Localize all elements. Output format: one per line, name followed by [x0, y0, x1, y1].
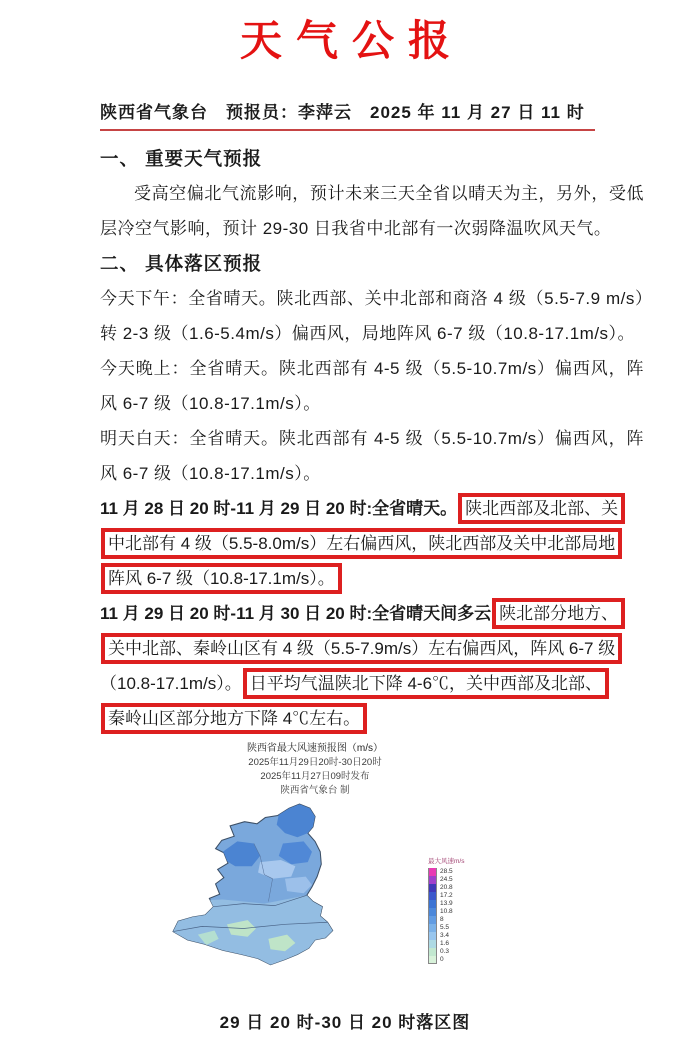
legend-swatch [428, 956, 437, 964]
forecast-nov28 [100, 491, 644, 596]
document-body [100, 141, 644, 736]
map-title-block [160, 742, 470, 798]
legend-swatch [428, 876, 437, 884]
legend-row [428, 956, 464, 964]
byline: 陕西省气象台 预报员：李萍云 2025 年 11 月 27 日 11 时 [100, 98, 595, 131]
legend-label: 24.5 [440, 876, 453, 883]
highlight-box: 中北部有 4 级（5.5-8.0m/s）左右偏西风，陕北西部及关中北部局地 [101, 528, 622, 559]
forecast-tomorrow-day: 明天白天：全省晴天。陕北西部有 4-5 级（5.5-10.7m/s）偏西风，阵风 6-7 级（10.8-17.1m/s）。 [100, 429, 644, 483]
document-title: 天气公报 [239, 17, 464, 64]
legend-label: 10.8 [440, 908, 453, 915]
section1-paragraph: 受高空偏北气流影响，预计未来三天全省以晴天为主，另外，受低层冷空气影响，预计 29-30 日我省中北部有一次弱降温吹风天气。 [100, 184, 644, 238]
map-row [160, 802, 500, 977]
map-bottom-caption: 29 日 20 时-30 日 20 时落区图 [219, 1013, 471, 1032]
legend-label: 17.2 [440, 892, 453, 899]
legend-label: 28.5 [440, 868, 453, 875]
highlight-box: 关中北部、秦岭山区有 4 级（5.5-7.9m/s）左右偏西风，阵风 6-7 级 [101, 633, 622, 664]
legend-label: 13.9 [440, 900, 453, 907]
forecast-tonight: 今天晚上：全省晴天。陕北西部有 4-5 级（5.5-10.7m/s）偏西风，阵风 6-7 级（10.8-17.1m/s）。 [100, 359, 644, 413]
map-title: 陕西省最大风速预报图（m/s） [246, 743, 384, 754]
forecast-nov29-line1 [100, 596, 644, 631]
legend-swatch [428, 900, 437, 908]
highlight-box: 陕北部分地方、 [492, 598, 625, 629]
map-issue-time: 2025年11月27日09时发布 [260, 771, 370, 782]
legend-label: 0 [440, 956, 444, 963]
legend-row [428, 876, 464, 884]
legend-swatch [428, 940, 437, 948]
legend-row [428, 948, 464, 956]
forecast-nov28-line2 [100, 526, 644, 561]
map-valid-period: 2025年11月29日20时-30日20时 [248, 757, 382, 768]
legend-label: 5.5 [440, 924, 450, 931]
wind-forecast-map-figure [160, 742, 500, 977]
legend-swatch [428, 948, 437, 956]
wind-speed-legend [428, 858, 464, 964]
forecast-today-afternoon: 今天下午：全省晴天。陕北西部、关中北部和商洛 4 级（5.5-7.9 m/s）转 2-3 级（1.6-5.4m/s）偏西风，局地阵风 6-7 级（10.8-17.1m/s）。 [100, 289, 644, 343]
legend-row [428, 932, 464, 940]
legend-row [428, 924, 464, 932]
legend-row [428, 916, 464, 924]
forecast-nov29-plain: （10.8-17.1m/s）。 [100, 674, 242, 693]
legend-title: 最大风速m/s [428, 858, 465, 865]
legend-swatch [428, 908, 437, 916]
forecast-nov29-lead: 11 月 29 日 20 时-11 月 30 日 20 时:全省晴天间多云 [100, 604, 492, 623]
legend-label: 20.8 [440, 884, 453, 891]
legend-row [428, 892, 464, 900]
legend-row [428, 868, 464, 876]
highlight-box: 秦岭山区部分地方下降 4℃左右。 [101, 703, 367, 734]
forecast-nov28-lead: 11 月 28 日 20 时-11 月 29 日 20 时:全省晴天。 [100, 499, 458, 518]
map-producer: 陕西省气象台 制 [280, 785, 350, 796]
section2-heading: 二、 具体落区预报 [100, 253, 263, 274]
forecast-nov29-line3 [100, 666, 644, 701]
legend-label: 0.3 [440, 948, 450, 955]
highlight-box: 日平均气温陕北下降 4-6℃，关中西部及北部、 [243, 668, 609, 699]
shaanxi-wind-map [160, 802, 410, 972]
legend-row [428, 908, 464, 916]
legend-row [428, 884, 464, 892]
legend-swatch [428, 924, 437, 932]
forecast-nov28-line3 [100, 561, 644, 596]
legend-swatch [428, 884, 437, 892]
forecast-nov29-line2 [100, 631, 644, 666]
legend-label: 3.4 [440, 932, 450, 939]
section1-heading: 一、 重要天气预报 [100, 148, 263, 169]
legend-row [428, 900, 464, 908]
forecast-nov29 [100, 596, 644, 736]
legend-label: 1.6 [440, 940, 450, 947]
highlight-box: 陕北西部及北部、关 [458, 493, 625, 524]
legend-row [428, 940, 464, 948]
legend-swatch [428, 916, 437, 924]
legend-swatch [428, 892, 437, 900]
forecast-nov29-line4 [100, 701, 644, 736]
forecast-nov28-line1 [100, 491, 644, 526]
legend-swatch [428, 868, 437, 876]
highlight-box: 阵风 6-7 级（10.8-17.1m/s）。 [101, 563, 342, 594]
legend-label: 8 [440, 916, 444, 923]
legend-swatch [428, 932, 437, 940]
